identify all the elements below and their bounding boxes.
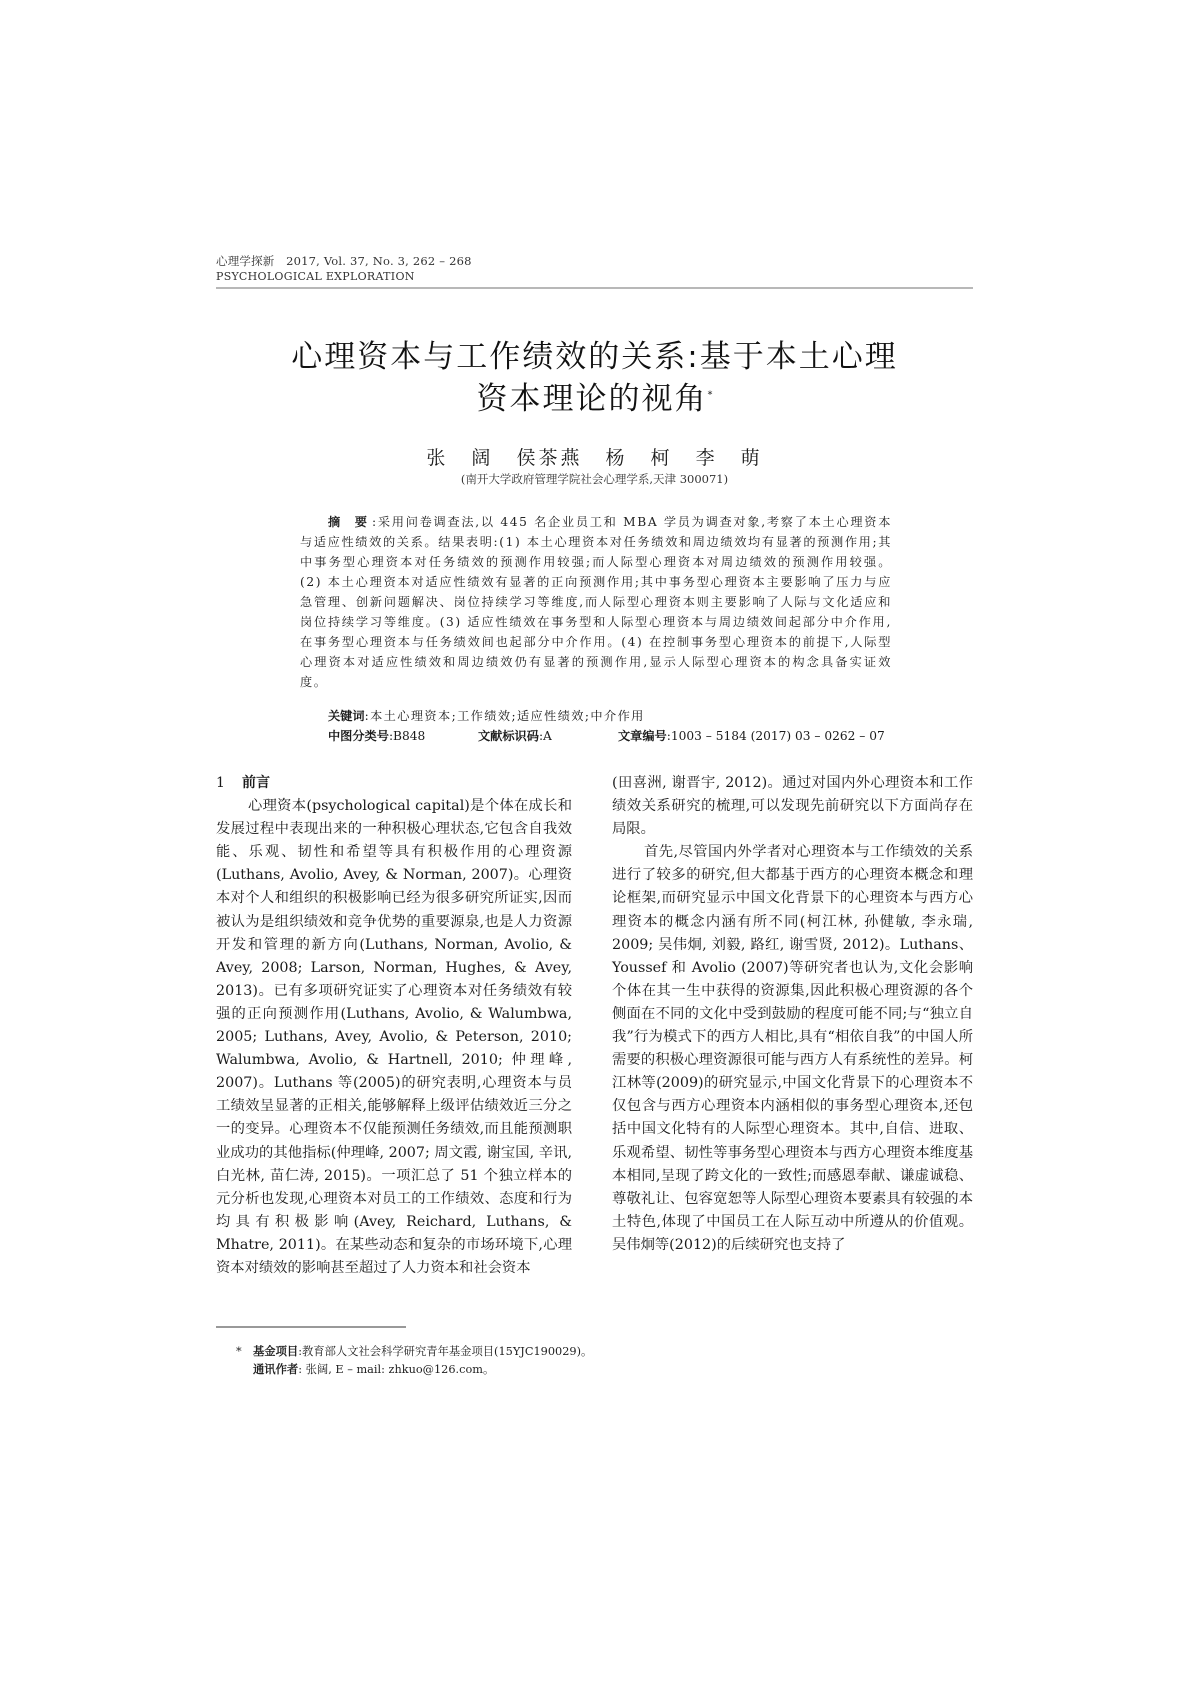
fund-label: 基金项目 <box>253 1345 299 1358</box>
running-header-citation <box>216 253 472 269</box>
corresponding-author-label: 通讯作者 <box>253 1363 299 1376</box>
journal-name-cn: 心理学探新 <box>216 254 275 268</box>
body-paragraph: (田喜洲, 谢晋宇, 2012)。通过对国内外心理资本和工作绩效关系研究的梳理,可以发现先前研究以下方面尚存在局限。 <box>612 775 973 838</box>
header-divider <box>216 287 973 289</box>
section-number: 1 <box>216 775 225 791</box>
clc-value: :B848 <box>388 729 426 743</box>
footnote-marker: * <box>236 1345 242 1358</box>
body-paragraph: 首先,尽管国内外学者对心理资本与工作绩效的关系进行了较多的研究,但大都基于西方的心理资本概念和理论框架,而研究显示中国文化背景下的心理资本与西方心理资本的概念内涵有所不同(柯江林, 孙健敏, 李永瑞, 2009; 吴伟炯, 刘毅, 路红, 谢雪贤, 2012)。Luthans、Youssef 和 Avolio (2007)等研究者也认为,文化会影响个体在其一生中获得的资源集,因此积极心理资源的各个侧面在不同的文化中受到鼓励的程度可能不同;与“独立自我”行为模式下的西方人相比,具有“相依自我”的中国人所需要的积极心理资源很可能与西方人有系统性的差异。柯江林等(2009)的研究显示,中国文化背景下的心理资本不仅包含与西方心理资本内涵相似的事务型心理资本,还包括中国文化特有的人际型心理资本。其中,自信、进取、乐观希望、韧性等事务型心理资本与西方心理资本维度基本相同,呈现了跨文化的一致性;而感恩奉献、谦虚诚稳、尊敬礼让、包容宽恕等人际型心理资本要素具有较强的本土特色,体现了中国员工在人际互动中所遵从的价值观。吴伟炯等(2012)的后续研究也支持了 <box>612 844 973 1253</box>
author-list: 张 阔 侯茶燕 杨 柯 李 萌 <box>426 447 763 469</box>
document-code <box>478 727 618 744</box>
body-column-right <box>612 772 973 1257</box>
article-number-label: 文章编号 <box>618 729 667 743</box>
abstract-paragraph <box>300 512 892 692</box>
abstract-text: :采用问卷调查法,以 445 名企业员工和 MBA 学员为调查对象,考察了本土心理资本与适应性绩效的关系。结果表明:(1) 本土心理资本对任务绩效和周边绩效均有显著的预测作用;其中事务型心理资本对任务绩效的预测作用较强;而人际型心理资本对周边绩效的预测作用较强。(2) 本土心理资本对适应性绩效有显著的正向预测作用;其中事务型心理资本主要影响了压力与应急管理、创新问题解决、岗位持续学习等维度,而人际型心理资本则主要影响了人际与文化适应和岗位持续学习等维度。(3) 适应性绩效在事务型和人际型心理资本与周边绩效间起部分中介作用,在事务型心理资本与任务绩效间也起部分中介作用。(4) 在控制事务型心理资本的前提下,人际型心理资本对适应性绩效和周边绩效仍有显著的预测作用,显示人际型心理资本的构念具备实证效度。 <box>300 515 892 689</box>
body-column-left <box>216 772 572 1280</box>
classification-line <box>328 727 888 744</box>
corresponding-author-text: : 张阔, E – mail: zhkuo@126.com。 <box>298 1363 495 1376</box>
clc-number <box>328 727 478 744</box>
journal-citation: 2017, Vol. 37, No. 3, 262 – 268 <box>286 254 472 268</box>
paper-title-line-2 <box>216 373 973 418</box>
title-footnote-marker: * <box>707 389 713 401</box>
document-code-value: :A <box>538 729 552 743</box>
fund-text: :教育部人文社会科学研究青年基金项目(15YJC190029)。 <box>298 1345 593 1358</box>
abstract <box>300 512 892 692</box>
keywords-label: 关键词 <box>328 709 365 723</box>
section-title: 前言 <box>242 775 270 791</box>
abstract-label: 摘 要 <box>328 515 373 529</box>
body-paragraph: 心理资本(psychological capital)是个体在成长和发展过程中表现出来的一种积极心理状态,它包含自我效能、乐观、韧性和希望等具有积极作用的心理资源(Luthans, Avolio, Avey, & Norman, 2007)。心理资本对个人和组织的积极影响已经为很多研究所证实,因而被认为是组织绩效和竞争优势的重要源泉,也是人力资源开发和管理的新方向(Luthans, Norman, Avolio, & Avey, 2008; Larson, Norman, Hughes, & Avey, 2013)。已有多项研究证实了心理资本对任务绩效有较强的正向预测作用(Luthans, Avolio, & Walumbwa, 2005; Luthans, Avey, Avolio, & Peterson, 2010; Walumbwa, Avolio, & Hartnell, 2010; 仲理峰, 2007)。Luthans 等(2005)的研究表明,心理资本与员工绩效呈显著的正相关,能够解释上级评估绩效近三分之一的变异。心理资本不仅能预测任务绩效,而且能预测职业成功的其他指标(仲理峰, 2007; 周文霞, 谢宝国, 辛讯, 白光林, 苗仁涛, 2015)。一项汇总了 51 个独立样本的元分析也发现,心理资本对员工的工作绩效、态度和行为均具有积极影响(Avey, Reichard, Luthans, & Mhatre, 2011)。在某些动态和复杂的市场环境下,心理资本对绩效的影响甚至超过了人力资本和社会资本 <box>216 798 572 1276</box>
affiliation: (南开大学政府管理学院社会心理学系,天津 300071) <box>460 472 729 486</box>
footnote-corresponding-author <box>253 1361 494 1377</box>
paper-title-line-1: 心理资本与工作绩效的关系:基于本土心理 <box>291 339 898 375</box>
keywords <box>328 707 645 724</box>
paper-title-text: 资本理论的视角 <box>476 381 708 417</box>
footnote-fund <box>236 1343 592 1359</box>
document-code-label: 文献标识码 <box>478 729 539 743</box>
footnote-divider <box>216 1326 406 1328</box>
clc-label: 中图分类号 <box>328 729 389 743</box>
keywords-text: :本土心理资本;工作绩效;适应性绩效;中介作用 <box>364 709 645 723</box>
journal-name-en: PSYCHOLOGICAL EXPLORATION <box>216 270 415 283</box>
section-heading <box>216 772 572 795</box>
article-number-value: :1003 – 5184 (2017) 03 – 0262 – 07 <box>666 729 885 743</box>
article-number <box>618 727 885 744</box>
